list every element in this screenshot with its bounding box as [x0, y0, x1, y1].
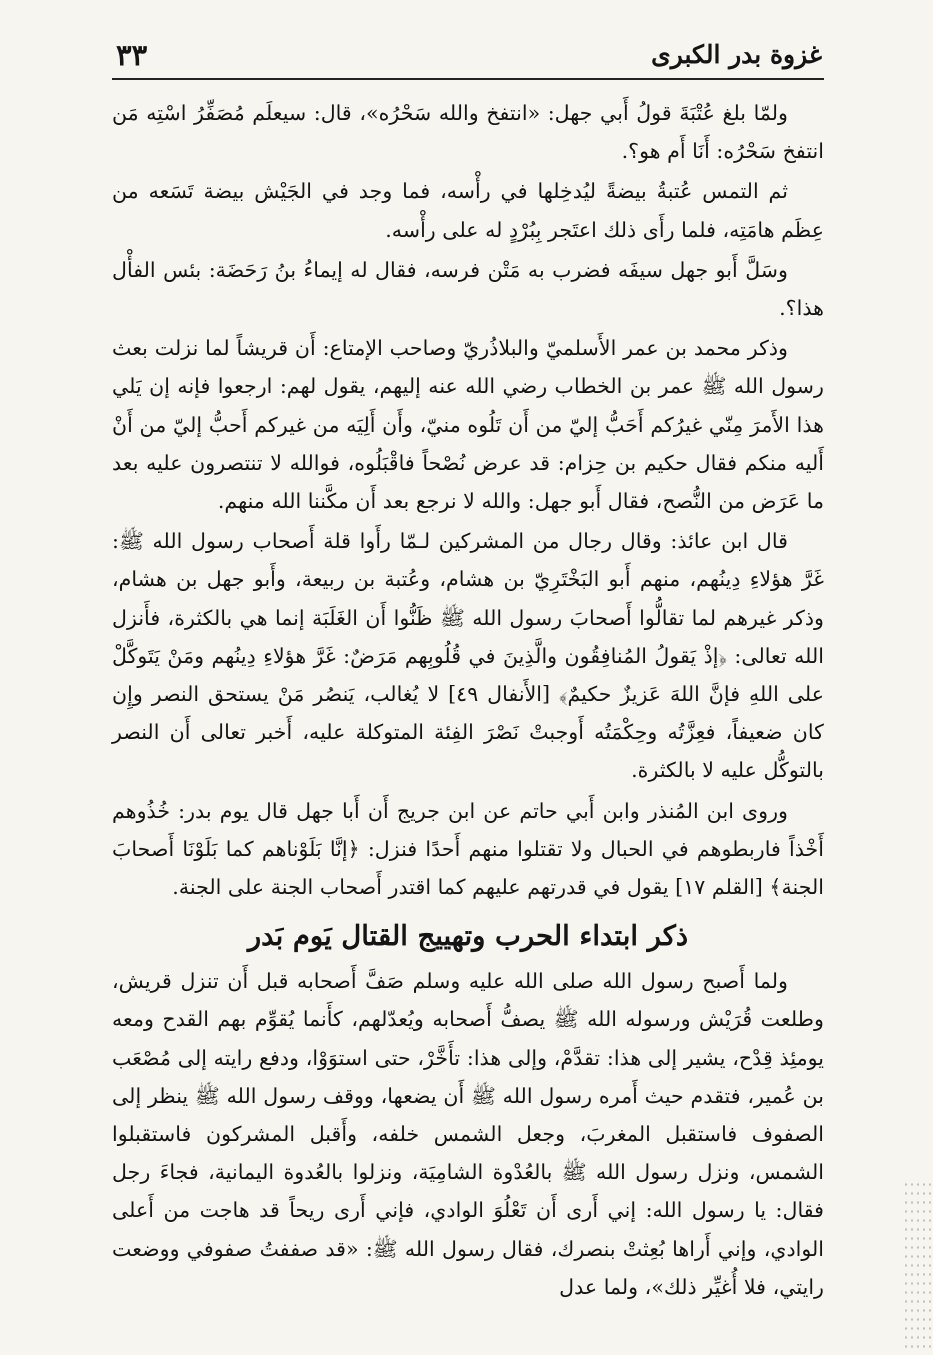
paragraph: وذكر محمد بن عمر الأَسلميّ والبلاذُريّ وصاحب الإمتاع: أَن قريشاً لما نزلت بعث رسول الله ﷺ عمر بن الخطاب رضي الله عنه إليهم، يقول لهم: ارجعوا فإنه إن يَلي هذا الأَمرَ مِنّي غيرُكم أَحَبُّ إليّ من أَن تَلُوه منيّ، وأَن أَلِيَه من غيركم أَحبُّ إليّ من أَنْ أَليه منكم فقال حكيم بن حِزام: قد عرض نُصْحاً فاقْبَلُوه، فوالله لا تنتصرون عليه بعد ما عَرَض من النُّصح، فقال أَبو جهل: والله لا نرجع بعد أَن مكَّننا الله منهم.	[112, 336, 824, 514]
paragraph: وسَلَّ أَبو جهل سيفَه فضرب به مَتْن فرسه، فقال له إيماءُ بنُ رَحَضَة: بئس الفأْل هذا؟.	[112, 257, 824, 321]
body-text	[112, 94, 824, 1306]
book-page	[112, 34, 824, 1334]
paragraph: ثم التمس عُتبةُ بيضةً ليُدخِلها في رأْسه، فما وجد في الجَيْش بيضة تَسَعه من عِظَم هامَتِه، فلما رأَى ذلك اعتَجر بِبُرْدٍ له على رأْسه.	[112, 179, 824, 242]
paragraph: قال ابن عائذ: وقال رجال من المشركين لـمّا رأَوا قلة أَصحاب رسول الله ﷺ: غَرَّ هؤلاءِ دِينُهم، منهم أَبو البَخْتَرِيّ بن هشام، وعُتبة بن ربيعة، وأَبو جهل بن هشام، وذكر غيرهم لما تقالُّوا أَصحابَ رسول الله ﷺ ظَنُّوا أَن الغَلَبَة إنما هي بالكثرة، فأَنزل الله تعالى: ﴿إذْ يَقولُ المُنافِقُون والَّذِينَ في قُلُوبِهم مَرَضٌ: غَرَّ هؤلاءِ دِينُهم ومَنْ يَتَوكَّلْ على اللهِ فإنَّ اللهَ عَزيزٌ حكيمٌ﴾ [الأَنفال ٤٩] لا يُغالب، يَنصُر مَنْ يستحق النصر وإِن كان ضعيفاً، فعِزَّتُه وحِكْمَتُه أَوجبتْ نَصْرَ الفِئة المتوكلة عليه، أَخبر تعالى أَن النصر بالتوكُّل عليه لا بالكثرة.	[112, 529, 824, 783]
section-heading: ذكر ابتداء الحرب وتهييج القتال يَوم بَدر	[247, 920, 689, 953]
running-header	[112, 34, 824, 80]
paragraph: وروى ابن المُنذر وابن أَبي حاتم عن ابن جريج أَن أَبا جهل قال يوم بدر: خُذُوهم أَخْذاً فاربطوهم في الحبال ولا تقتلوا منهم أَحدًا فنزل: ﴿إنَّا بَلَوْناهم كما بَلَوْنَا أَصحابَ الجنة﴾ [القلم ١٧] يقول في قدرتهم عليهم كما اقتدر أَصحاب الجنة على الجنة.	[112, 798, 824, 900]
page-number: ٣٣	[116, 38, 148, 72]
scan-noise-margin	[903, 1180, 933, 1350]
running-title: غزوة بدر الكبرى	[651, 40, 822, 69]
paragraph: ولما أَصبح رسول الله صلى الله عليه وسلم صَفَّ أَصحابه قبل أَن تنزل قريش، وطلعت قُرَيْش ورسوله الله ﷺ يصفُّ أَصحابه ويُعدّلهم، كأَنما يُقوِّم بهم القدح ومعه يومئِذ قِدْح، يشير إلى هذا: تقدَّمْ، وإلى هذا: تأَخَّرْ، حتى استوَوْا، ودفع رايته إلى مُصْعَب بن عُمير، فتقدم حيث أَمره رسول الله ﷺ أَن يضعها، ووقف رسول الله ﷺ ينظر إلى الصفوف فاستقبل المغربَ، وجعل الشمس خلفه، وأَقبل المشركون فاستقبلوا الشمس، ونزل رسول الله ﷺ بالعُدْوة الشامِيَة، ونزلوا بالعُدوة اليمانية، فجاءَ رجل فقال: يا رسول الله: إني أَرى أَن تَعْلُوَ الوادي، فإني أَرى ريحاً قد هاجت من أَعلى الوادي، وإني أَراها بُعِثتْ بنصرك، فقال رسول الله ﷺ: «قد صففتُ صفوفي ووضعت رايتي، فلا أُغيِّر ذلك»، ولما عدل	[112, 969, 824, 1299]
paragraph: ولمّا بلغ عُتْبَةَ قولُ أَبي جهل: «انتفخ والله سَحْرُه»، قال: سيعلَم مُصَفِّرُ اسْتِه مَن انتفخ سَحْرُه: أَنَا أَم هو؟.	[112, 101, 824, 164]
